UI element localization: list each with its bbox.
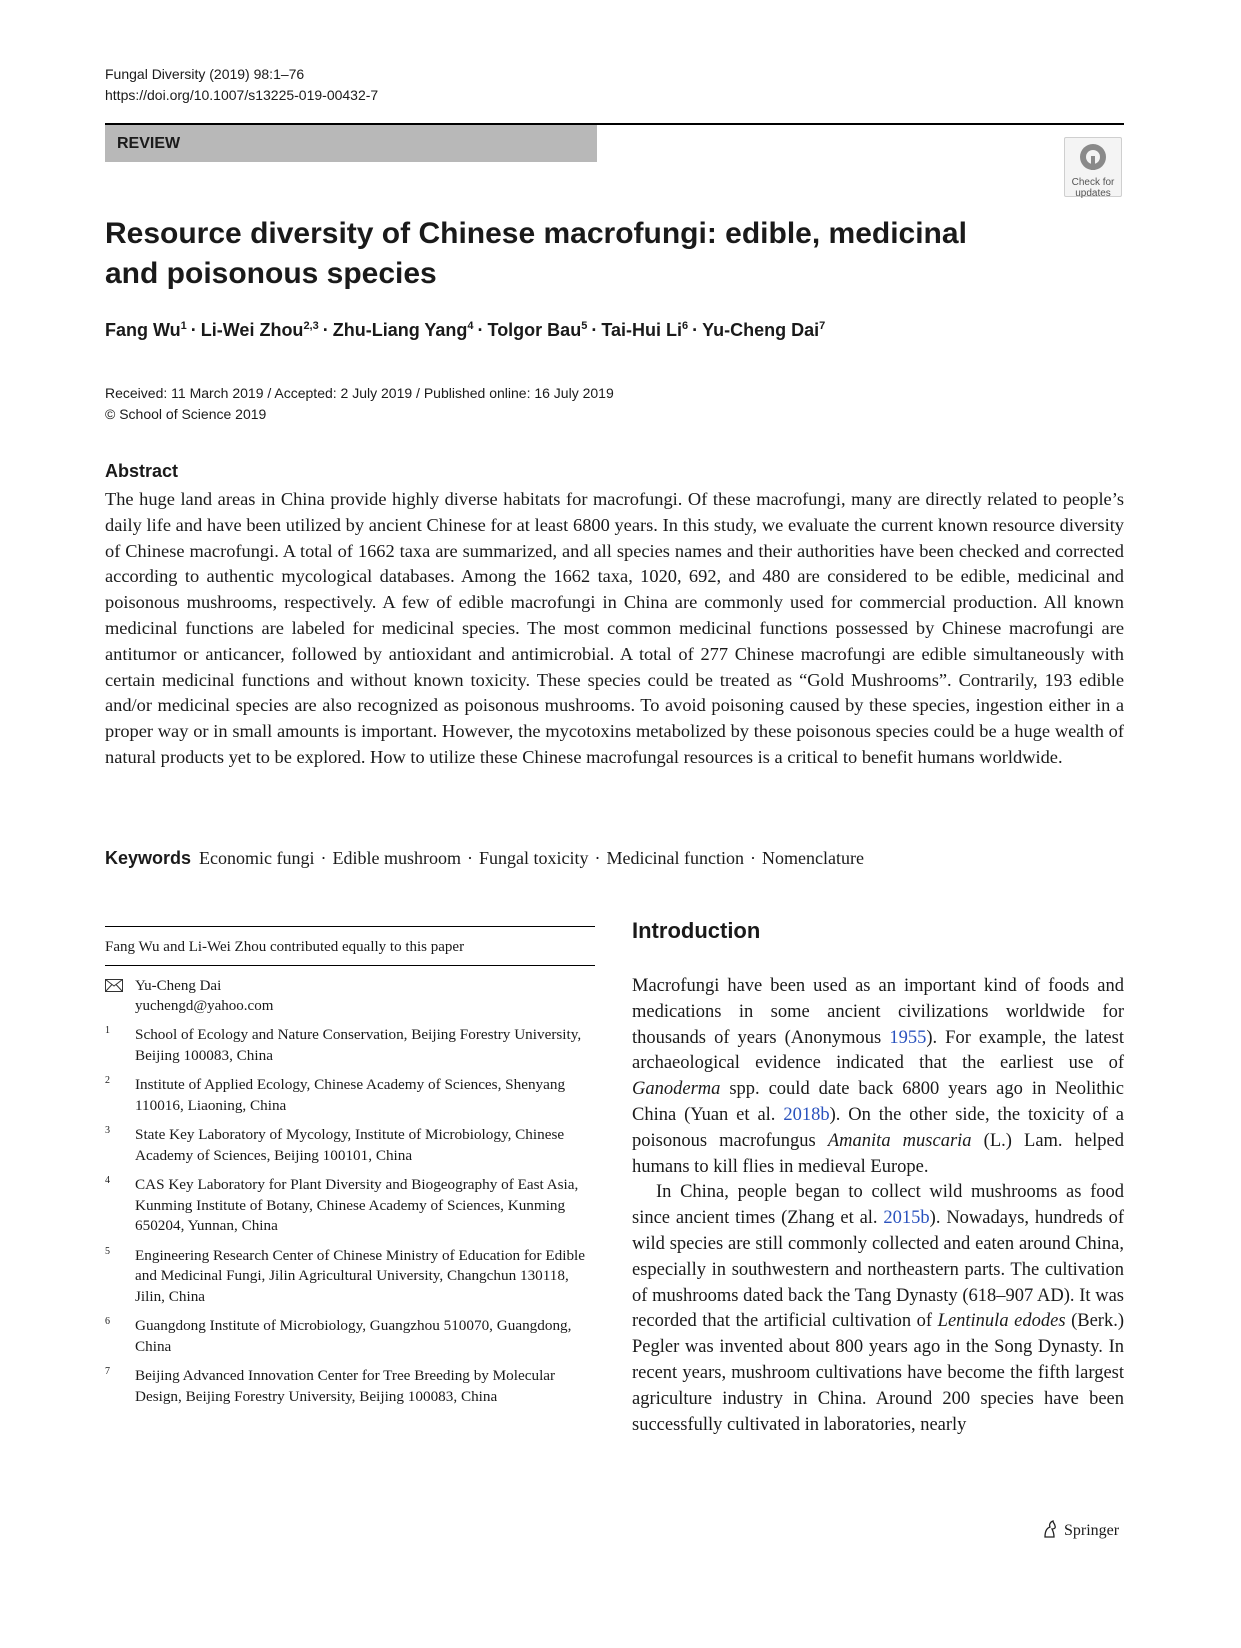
affiliation-item [105,1075,595,1116]
paragraph-text: ). On the other side, the toxicity of a poisonous macrofungus [632,1104,1124,1151]
journal-citation: Fungal Diversity (2019) 98:1–76 [105,66,305,82]
citation-link[interactable]: 1955 [889,1027,927,1048]
affiliation-text: Engineering Research Center of Chinese Ministry of Education for Edible and Medicinal Fungi, Jilin Agricultural University, Changchun 130118, Jilin, China [135,1246,586,1305]
journal-info [105,64,378,106]
paragraph-text: In China, people began to collect wild mushrooms as food since ancient times (Zhang et al. [632,1182,1124,1229]
affiliation-item [105,1175,595,1237]
keyword-item: Fungal toxicity [479,848,589,868]
keyword-item: Edible mushroom [332,848,462,868]
keyword-separator: · [594,848,601,868]
introduction-body [632,974,1124,1438]
doi-link[interactable]: https://doi.org/10.1007/s13225-019-00432-7 [105,87,379,103]
springer-horse-icon [1040,1519,1060,1539]
paragraph-text: Macrofungi have been used as an important kind of foods and medications in some ancient civilizations worldwide for thousands of years (Anonymous [632,976,1124,1048]
envelope-icon [105,979,123,992]
affiliation-text: CAS Key Laboratory for Plant Diversity and Biogeography of East Asia, Kunming Institute of Botany, Chinese Academy of Sciences, Kunming 650204, Yunnan, China [135,1176,579,1234]
affiliation-number: 2 [105,1075,110,1086]
introduction-paragraph [632,1180,1124,1438]
corresponding-author [105,976,595,1016]
paragraph-text: spp. could date back 6800 years ago in Neolithic China (Yuan et al. [632,1079,1124,1125]
keyword-item: Economic fungi [199,848,315,868]
affiliation-list [105,1025,595,1407]
author-affiliation-mark: 2,3 [303,320,319,332]
author-name[interactable]: Tolgor Bau [487,320,582,340]
article-type-label: REVIEW [105,125,597,162]
affiliation-number: 1 [105,1025,110,1036]
author-list [105,320,825,341]
check-for-updates-icon [1078,142,1108,172]
footnotes [105,926,595,1407]
abstract-text: The huge land areas in China provide highly diverse habitats for macrofungi. Of these macrofungi, many are directly related to people’s daily life and have been utilized by ancient Chinese for at least 6800 years. In this study, we evaluate the current known resource diversity of Chinese macrofungi. A total of 1662 taxa are summarized, and all species names and their authorities have been checked and corrected according to authentic mycological databases. Among the 1662 taxa, 1020, 692, and 480 are considered to be edible, medicinal and poisonous mushrooms, respectively. A few of edible macrofungi in China are commonly used for commercial production. All known medicinal functions are labeled for medicinal species. The most common medicinal functions possessed by Chinese macrofungi are antitumor or anticancer, followed by antioxidant and antimicrobial. A total of 277 Chinese macrofungi are edible simultaneously with certain medicinal functions and without known toxicity. These species could be treated as “Gold Mushrooms”. Contrarily, 193 edible and/or medicinal species are also recognized as poisonous mushrooms. To avoid poisoning caused by these species, ingestion either in a proper way or in small amounts is important. However, the mycotoxins metabolized by these poisonous species could be a huge wealth of natural products yet to be explored. How to utilize these Chinese macrofungal resources is a critical to benefit humans worldwide. [105,489,1124,767]
abstract-heading: Abstract [105,461,179,481]
publisher-logo [1040,1519,1119,1540]
author-separator: · [322,320,329,340]
corresponding-name: Yu-Cheng Dai [135,978,222,994]
affiliation-text: Beijing Advanced Innovation Center for Tree Breeding by Molecular Design, Beijing Forestry University, Beijing 100083, China [135,1367,556,1405]
affiliation-number: 4 [105,1175,110,1186]
check-badge-line2: updates [1075,188,1111,199]
italic-term: Lentinula edodes [937,1311,1066,1332]
check-badge-line1: Check for [1071,177,1115,188]
check-for-updates-badge[interactable] [1064,137,1122,197]
author-name[interactable]: Zhu-Liang Yang [332,320,468,340]
introduction-paragraph [632,974,1124,1180]
affiliation-number: 6 [105,1316,110,1327]
affiliation-number: 3 [105,1125,110,1136]
keyword-item: Medicinal function [606,848,744,868]
keywords [105,848,1124,869]
copyright-line: © School of Science 2019 [105,406,267,422]
italic-term: Amanita muscaria [827,1130,972,1151]
author-affiliation-mark: 5 [581,320,588,332]
article-type-band [105,123,1124,152]
paragraph-text: ). For example, the latest archaeological evidence indicated that the earliest use of [632,1027,1124,1074]
author-affiliation-mark: 7 [819,320,826,332]
affiliation-item [105,1246,595,1308]
author-name[interactable]: Fang Wu [105,320,181,340]
introduction-heading: Introduction [632,918,761,943]
paragraph-text: (Berk.) Pegler was invented about 800 years ago in the Song Dynasty. In recent years, mushroom cultivations have become the fifth largest agriculture industry in China. Around 200 species have been successfully cultivated in laboratories, nearly [632,1311,1125,1435]
author-affiliation-mark: 1 [180,320,187,332]
footnote-rule-bottom [105,965,595,966]
author-name[interactable]: Li-Wei Zhou [200,320,304,340]
author-separator: · [190,320,197,340]
keyword-separator: · [467,848,474,868]
affiliation-number: 5 [105,1245,110,1257]
citation-link[interactable]: 2018b [783,1104,830,1125]
keyword-separator: · [320,848,327,868]
paragraph-text: (L.) Lam. helped humans to kill flies in medieval Europe. [632,1130,1124,1177]
keyword-separator: · [749,848,756,868]
affiliation-text: Guangdong Institute of Microbiology, Guangzhou 510070, Guangdong, China [135,1317,572,1355]
keyword-item: Nomenclature [761,848,864,868]
affiliation-text: Institute of Applied Ecology, Chinese Academy of Sciences, Shenyang 110016, Liaoning, China [135,1076,566,1114]
corresponding-email[interactable]: yuchengd@yahoo.com [135,998,274,1014]
affiliation-item [105,1125,595,1166]
italic-term: Ganoderma [632,1079,721,1100]
author-affiliation-mark: 4 [467,320,474,332]
affiliation-text: School of Ecology and Nature Conservation, Beijing Forestry University, Beijing 100083, China [135,1026,582,1064]
keywords-label: Keywords [105,848,192,868]
publisher-name: Springer [1064,1522,1120,1539]
affiliation-number: 7 [105,1366,110,1377]
author-separator: · [692,320,699,340]
affiliation-item [105,1366,595,1407]
contribution-note: Fang Wu and Li-Wei Zhou contributed equally to this paper [105,939,465,955]
keyword-list [199,848,864,868]
paragraph-text: ). Nowadays, hundreds of wild species are still commonly collected and eaten around China, especially in southwestern and northeastern parts. The cultivation of mushrooms dated back the Tang Dynasty (618–907 AD). It was recorded that the artificial cultivation of [632,1208,1124,1332]
affiliation-item [105,1316,595,1357]
author-name[interactable]: Tai-Hui Li [601,320,682,340]
affiliation-text: State Key Laboratory of Mycology, Institute of Microbiology, Chinese Academy of Sciences, Beijing 100101, China [135,1126,565,1164]
author-separator: · [591,320,598,340]
paper-title: Resource diversity of Chinese macrofungi: edible, medicinal and poisonous species [105,217,967,290]
author-affiliation-mark: 6 [681,320,689,332]
author-name[interactable]: Yu-Cheng Dai [702,320,820,340]
dates-line: Received: 11 March 2019 / Accepted: 2 July 2019 / Published online: 16 July 2019 [105,385,614,401]
citation-link[interactable]: 2015b [883,1208,930,1229]
author-separator: · [477,320,484,340]
affiliation-item [105,1025,595,1066]
publication-dates [105,383,614,425]
